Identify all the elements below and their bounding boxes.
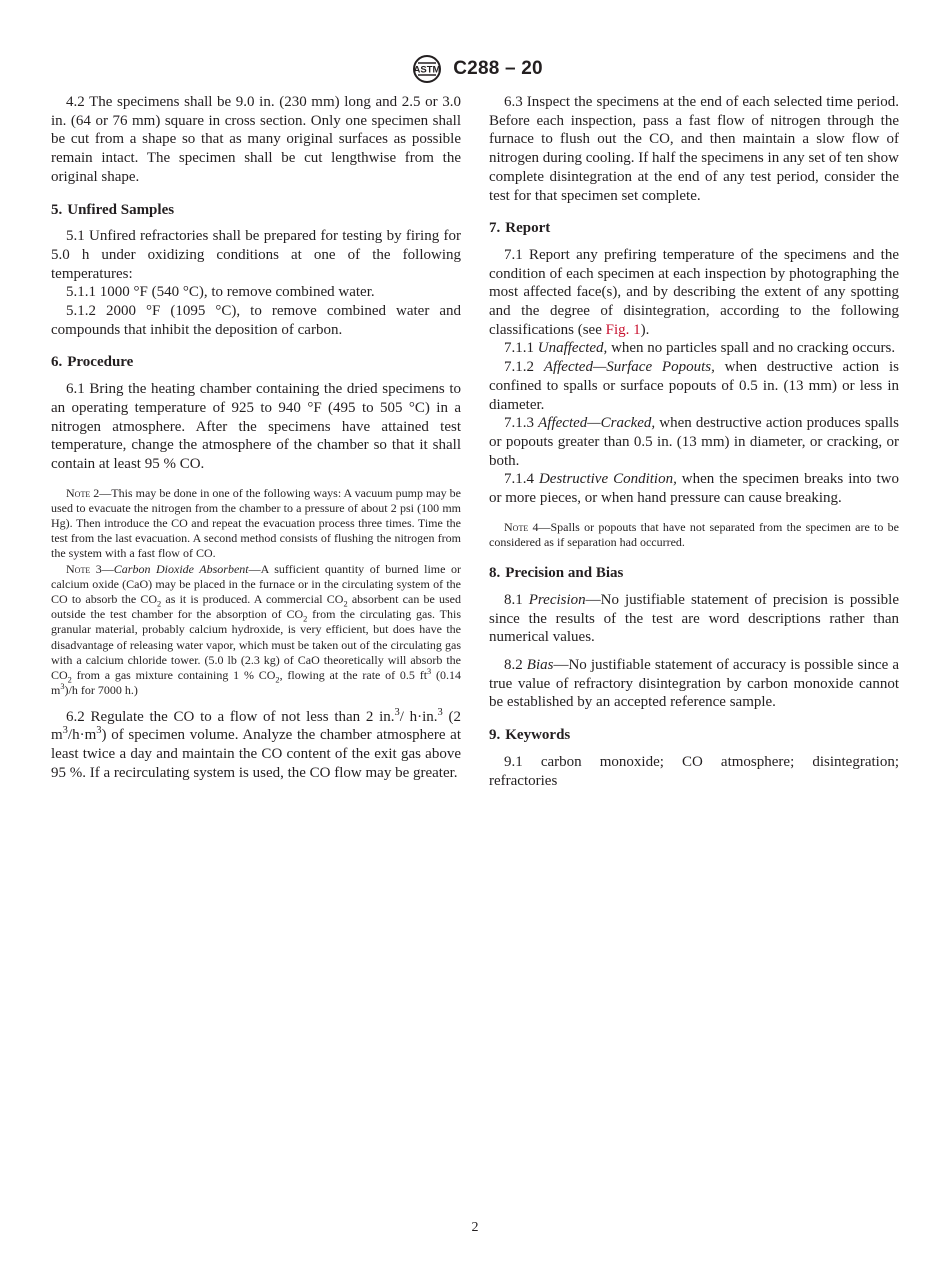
paragraph-9-1: 9.1 carbon monoxide; CO atmosphere; disintegration; refractories bbox=[489, 753, 899, 789]
right-column bbox=[489, 93, 899, 790]
section-9-heading: 9. Keywords bbox=[489, 727, 571, 744]
paragraph-7-1: 7.1 Report any prefiring temperature of the specimens and the condition of each specimen at each inspection by photographing the most affected face(s), and by describing the extent of any spotting and the degree of disintegration, according to the following classifications (see Fig. 1). bbox=[489, 246, 899, 338]
paragraph-8-2: 8.2 Bias—No justifiable statement of accuracy is possible since a true value of refractory disintegration by carbon monoxide cannot be established by an accepted reference sample. bbox=[489, 656, 900, 711]
note-4: Note 4—Spalls or popouts that have not separated from the specimen are to be considered as if separation had occurred. bbox=[489, 519, 900, 549]
note-3: Note 3—Carbon Dioxide Absorbent—A sufficient quantity of burned lime or calcium oxide (CaO) may be placed in the furnace or in the circulating system of the CO to absorb the $CO_2$ as it is produced. A commercial $CO_2$ absorbent can be used outside the test chamber for the absorption of $CO_2$ from the circulating gas. This granular material, probably calcium hydroxide, is very efficient, but does have the disadvantage of releasing water vapor, which must be taken out of the circulating gas with a calcium chloride tower. (5.0 lb (2.3 kg) of CaO theoretically will absorb the $CO_2$ from a gas mixture containing 1 % $CO_2$, flowing at the rate of 0.5 $ft^3$ (0.14 $m^3)/h$ for 7000 h.) bbox=[51, 561, 462, 698]
paragraph-6-1: 6.1 Bring the heating chamber containing the dried specimens to an operating temperature of 925 to 940 °F (495 to 505 °C) in a nitrogen atmosphere. After the specimens have attained test temperature, change the atmosphere of the chamber so that it shall contain at least 95 % CO. bbox=[51, 381, 461, 472]
paragraph-6-3: 6.3 Inspect the specimens at the end of each selected time period. Before each inspection, pass a fast flow of nitrogen through the furnace to flush out the CO, and then maintain a slow flow of nitrogen during cooling. If half the specimens in any set of ten show complete disintegration at the end of any test period, consider the test for that specimen set complete. bbox=[489, 94, 899, 204]
page-number: 2 bbox=[471, 1220, 479, 1235]
left-column bbox=[51, 93, 461, 782]
document-designation: C288 – 20 bbox=[453, 58, 543, 79]
page-header bbox=[0, 54, 950, 84]
paragraph-8-1: 8.1 Precision—No justifiable statement of precision is possible since the results of the test are word descriptions rather than numerical values. bbox=[489, 591, 900, 646]
paragraph-7-1-1: 7.1.1 Unaffected, when no particles spall and no cracking occurs. bbox=[504, 340, 896, 357]
figure-1-link[interactable]: Fig. 1 bbox=[605, 321, 641, 338]
astm-logo-icon bbox=[407, 54, 447, 84]
section-7-heading: 7. Report bbox=[489, 220, 551, 237]
paragraph-5-1-1: 5.1.1 1000 °F (540 °C), to remove combined water. bbox=[66, 284, 375, 301]
logo-text: ASTM bbox=[413, 64, 441, 76]
section-6-heading: 6. Procedure bbox=[51, 354, 134, 371]
section-8-heading: 8. Precision and Bias bbox=[489, 565, 624, 582]
paragraph-7-1-4: 7.1.4 Destructive Condition, when the specimen breaks into two or more pieces, or when hand pressure can cause breaking. bbox=[489, 471, 900, 507]
section-5-heading: 5. Unfired Samples bbox=[51, 201, 175, 218]
note-2: Note 2—This may be done in one of the following ways: A vacuum pump may be used to evacuate the nitrogen from the chamber to a pressure of about 2 psi (100 mm Hg). Then introduce the CO and repeat the evacuation process three times. Time the test from the last evacuation. A second method consists of flushing the nitrogen from the system with a fast flow of CO. bbox=[51, 485, 462, 561]
paragraph-7-1-3: 7.1.3 Affected—Cracked, when destructive action produces spalls or popouts greater than 0.5 in. (13 mm) in diameter, or cracking, or both. bbox=[489, 415, 900, 469]
paragraph-5-1: 5.1 Unfired refractories shall be prepared for testing by firing for 5.0 h under oxidizing conditions at one of the following temperatures: bbox=[51, 228, 461, 282]
paragraph-6-2: 6.2 Regulate the CO to a flow of not less than 2 in.$^3$/ h·in.$^3$ (2 $m^3/h\cdot m^3$) of specimen volume. Analyze the chamber atmosphere at least twice a day and maintain the CO content of the exit gas above 95 %. If a recirculating system is used, the CO flow may be greater. bbox=[51, 706, 461, 781]
paragraph-7-1-2: 7.1.2 Affected—Surface Popouts, when destructive action is confined to spalls or surface popouts of 0.5 in. (13 mm) or less in diameter. bbox=[489, 359, 899, 413]
paragraph-5-1-2: 5.1.2 2000 °F (1095 °C), to remove combined water and compounds that inhibit the deposition of carbon. bbox=[51, 303, 461, 338]
paragraph-4-2: 4.2 The specimens shall be 9.0 in. (230 mm) long and 2.5 or 3.0 in. (64 or 76 mm) square in cross section. Only one specimen shall be cut from a shape so that as many original surfaces as possible remain intact. The specimen shall be cut lengthwise from the original shape. bbox=[51, 94, 461, 185]
